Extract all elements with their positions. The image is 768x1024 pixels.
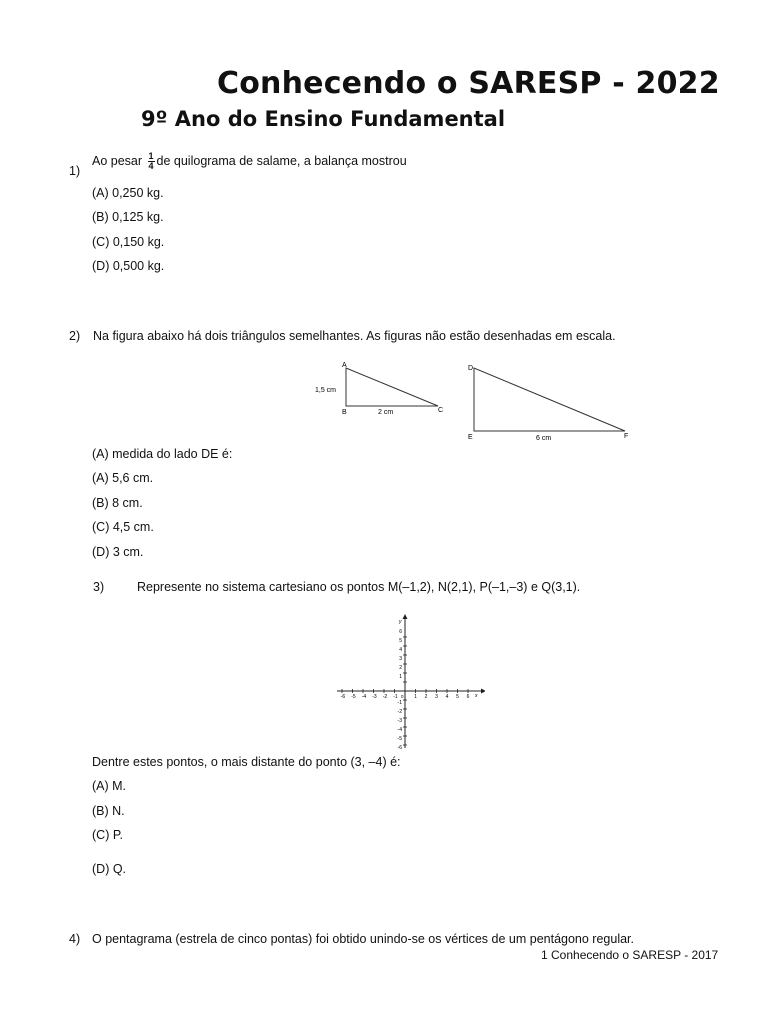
- x-tick-label: -1: [393, 694, 398, 700]
- question-2-number: 2): [69, 329, 81, 343]
- x-tick-label: 6: [466, 694, 470, 700]
- side-ab-label: 1,5 cm: [315, 387, 337, 394]
- fraction-denominator: 4: [148, 161, 154, 171]
- x-tick-label: -3: [372, 694, 377, 700]
- q2-option-b: (B) 8 cm.: [92, 496, 143, 510]
- y-tick-label: 2: [399, 665, 402, 671]
- page-title: Conhecendo o SARESP - 2022: [217, 66, 720, 101]
- q2-option-a: (A) 5,6 cm.: [92, 471, 154, 485]
- page-footer: 1 Conhecendo o SARESP - 2017: [541, 948, 719, 962]
- vertex-e-label: E: [468, 434, 473, 441]
- page-subtitle: 9º Ano do Ensino Fundamental: [141, 107, 506, 131]
- q3-option-d: (D) Q.: [92, 862, 127, 876]
- question-1-text-before: Ao pesar: [92, 153, 143, 168]
- q2-statement: (A) medida do lado DE é:: [92, 447, 233, 461]
- x-tick-label: -5: [351, 694, 356, 700]
- question-1-number: 1): [69, 164, 81, 178]
- question-3-number: 3): [93, 580, 105, 594]
- x-tick-label: 3: [435, 694, 438, 700]
- question-1-text: [92, 152, 407, 171]
- q2-option-d: (D) 3 cm.: [92, 545, 144, 559]
- y-axis-label: y: [399, 619, 402, 625]
- question-2-text: Na figura abaixo há dois triângulos semelhantes. As figuras não estão desenhadas em escala.: [93, 329, 616, 343]
- y-tick-label: -6: [397, 745, 402, 750]
- fraction-one-quarter: [148, 152, 155, 171]
- vertex-c-label: C: [438, 407, 444, 414]
- y-tick-label: -1: [397, 700, 402, 706]
- x-tick-label: -4: [361, 694, 367, 700]
- y-axis-arrow: [403, 614, 408, 619]
- vertex-f-label: F: [624, 433, 629, 440]
- question-4-text: O pentagrama (estrela de cinco pontas) foi obtido unindo-se os vértices de um pentágono regular.: [92, 932, 634, 946]
- question-3-text: Represente no sistema cartesiano os pontos M(–1,2), N(2,1), P(–1,–3) e Q(3,1).: [137, 580, 581, 594]
- q3-option-a: (A) M.: [92, 779, 127, 793]
- q2-option-c: (C) 4,5 cm.: [92, 520, 154, 534]
- x-tick-label: 2: [424, 694, 428, 700]
- question-4-number: 4): [69, 932, 81, 946]
- x-tick-label: 4: [445, 694, 449, 700]
- y-tick-label: 6: [399, 629, 402, 635]
- x-axis-label: x: [475, 693, 478, 699]
- y-tick-label: -4: [397, 727, 402, 733]
- y-tick-label: 4: [399, 647, 402, 653]
- y-tick-label: -2: [397, 709, 402, 715]
- x-tick-label: 5: [456, 694, 459, 700]
- vertex-b-label: B: [342, 409, 347, 416]
- x-tick-label: -2: [382, 694, 388, 700]
- triangle-abc: [346, 368, 438, 406]
- side-ef-label: 6 cm: [536, 435, 552, 442]
- y-tick-label: -5: [397, 736, 402, 742]
- similar-triangles-figure: [300, 358, 640, 446]
- y-tick-label: 3: [399, 656, 402, 662]
- side-bc-label: 2 cm: [378, 409, 394, 416]
- y-tick-label: 1: [399, 674, 402, 680]
- q1-option-b: (B) 0,125 kg.: [92, 210, 164, 224]
- q1-option-a: (A) 0,250 kg.: [92, 186, 164, 200]
- question-3-prompt: Dentre estes pontos, o mais distante do ponto (3, –4) é:: [92, 755, 401, 769]
- x-tick-label: -6: [340, 694, 346, 700]
- q3-option-c: (C) P.: [92, 828, 124, 842]
- q1-option-d: (D) 0,500 kg.: [92, 259, 165, 273]
- y-tick-label: 5: [399, 638, 402, 644]
- vertex-a-label: A: [342, 362, 347, 369]
- vertex-d-label: D: [468, 365, 474, 372]
- y-tick-label: -3: [397, 718, 402, 724]
- x-tick-label: 1: [414, 694, 417, 700]
- q1-option-c: (C) 0,150 kg.: [92, 235, 165, 249]
- origin-label: 0: [401, 694, 404, 699]
- q3-option-b: (B) N.: [92, 804, 125, 818]
- cartesian-plane: [335, 614, 485, 750]
- fraction-numerator: 1: [148, 151, 154, 161]
- x-axis-arrow: [481, 689, 485, 694]
- question-1-text-after: de quilograma de salame, a balança mostrou: [156, 153, 407, 168]
- triangle-def: [474, 368, 625, 431]
